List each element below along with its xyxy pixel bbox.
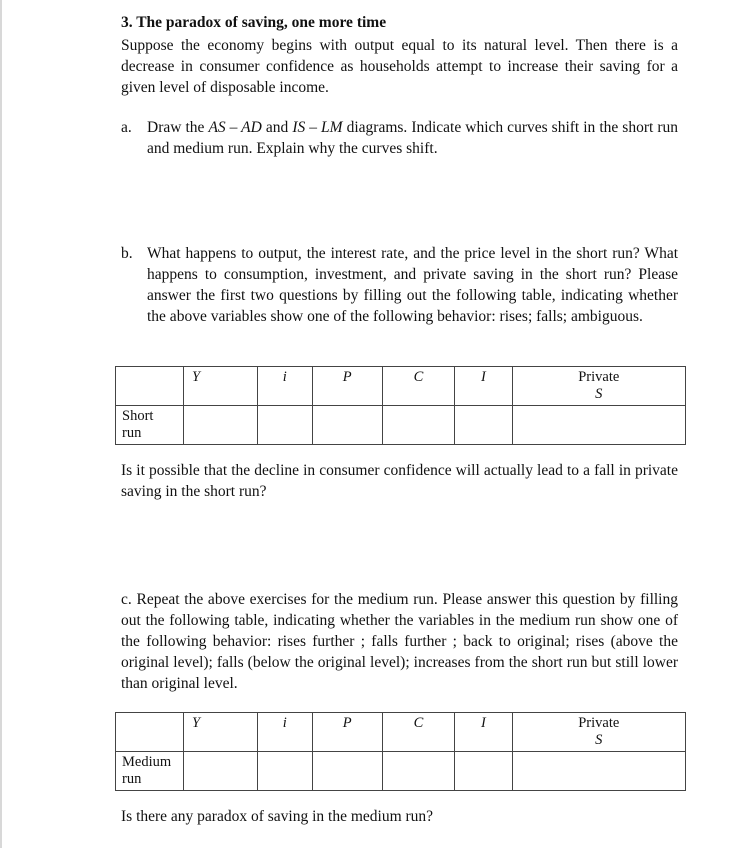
part-a-post: diagrams. Indicate which curves shift in the short run and medium run. Explain why the curves shift. <box>147 119 678 157</box>
header-p <box>312 713 382 752</box>
answer-cell-y[interactable] <box>184 752 258 791</box>
as-ad-term: AS – AD <box>208 119 262 136</box>
header-investment <box>455 713 512 752</box>
header-investment <box>455 367 512 406</box>
header-c-label: C <box>413 369 424 385</box>
part-a-text <box>147 117 678 159</box>
table-corner-cell <box>116 367 184 406</box>
header-y <box>184 713 258 752</box>
part-a <box>121 117 678 159</box>
row-label-medium-run <box>116 752 184 791</box>
question-private-saving: Is it possible that the decline in consumer confidence will actually lead to a fall in private saving in the short run? <box>121 462 678 500</box>
private-label: Private <box>578 369 620 385</box>
answer-cell-y[interactable] <box>184 406 258 445</box>
question-intro: Suppose the economy begins with output equal to its natural level. Then there is a decrease in consumer confidence as households attempt to increase their saving for a given level of disposable income. <box>121 37 678 96</box>
saving-symbol: S <box>595 732 603 748</box>
part-b-text: What happens to output, the interest rate, and the price level in the short run? What happens to consumption, investment, and private saving in the short run? Please answer the first two questions by filling out the following table, indicating whether the above variables show one of the following behavior: rises; falls; ambiguous. <box>147 245 678 325</box>
private-label: Private <box>578 715 620 731</box>
header-investment-label: I <box>481 369 486 385</box>
part-a-label: a. <box>121 119 132 136</box>
saving-symbol: S <box>595 386 603 402</box>
header-c <box>382 367 455 406</box>
row-label-line2: run <box>122 425 142 441</box>
question-title: 3. The paradox of saving, one more time <box>121 14 387 31</box>
header-private-saving <box>512 713 685 752</box>
table-header-row <box>116 367 686 406</box>
answer-cell-investment[interactable] <box>455 752 512 791</box>
answer-cell-private-saving[interactable] <box>512 406 685 445</box>
part-a-mid: and <box>265 119 289 136</box>
header-c <box>382 713 455 752</box>
table-corner-cell <box>116 713 184 752</box>
question-medium-run-paradox: Is there any paradox of saving in the medium run? <box>121 808 434 825</box>
header-investment-label: I <box>481 715 486 731</box>
table-row <box>116 406 686 445</box>
answer-cell-c[interactable] <box>382 406 455 445</box>
answer-cell-i[interactable] <box>257 406 312 445</box>
part-c-text: c. Repeat the above exercises for the medium run. Please answer this question by filling out the following table, indicating whether the variables in the medium run show one of the following behavior: rises further ; falls further ; back to original; rises (above the original level); falls (below the original level); increases from the short run but still lower than original level. <box>121 591 678 692</box>
header-i <box>257 367 312 406</box>
part-b <box>121 243 678 327</box>
header-y-label: Y <box>192 369 201 385</box>
row-label-line1: Short <box>122 408 154 424</box>
row-label-line1: Medium <box>122 754 172 770</box>
header-i <box>257 713 312 752</box>
header-c-label: C <box>413 715 424 731</box>
row-label-short-run <box>116 406 184 445</box>
header-p-label: P <box>342 715 352 731</box>
answer-cell-private-saving[interactable] <box>512 752 685 791</box>
table-row <box>116 752 686 791</box>
answer-cell-investment[interactable] <box>455 406 512 445</box>
header-y <box>184 367 258 406</box>
answer-cell-c[interactable] <box>382 752 455 791</box>
row-label-line2: run <box>122 771 142 787</box>
part-b-label: b. <box>121 245 133 262</box>
header-private-saving <box>512 367 685 406</box>
header-p <box>312 367 382 406</box>
part-a-pre: Draw the <box>147 119 205 136</box>
is-lm-term: IS – LM <box>292 119 343 136</box>
table-header-row <box>116 713 686 752</box>
answer-cell-p[interactable] <box>312 406 382 445</box>
header-y-label: Y <box>192 715 201 731</box>
medium-run-table <box>115 712 686 791</box>
answer-cell-p[interactable] <box>312 752 382 791</box>
header-p-label: P <box>342 369 352 385</box>
short-run-table <box>115 366 686 445</box>
answer-cell-i[interactable] <box>257 752 312 791</box>
header-i-label: i <box>282 369 287 385</box>
header-i-label: i <box>282 715 287 731</box>
